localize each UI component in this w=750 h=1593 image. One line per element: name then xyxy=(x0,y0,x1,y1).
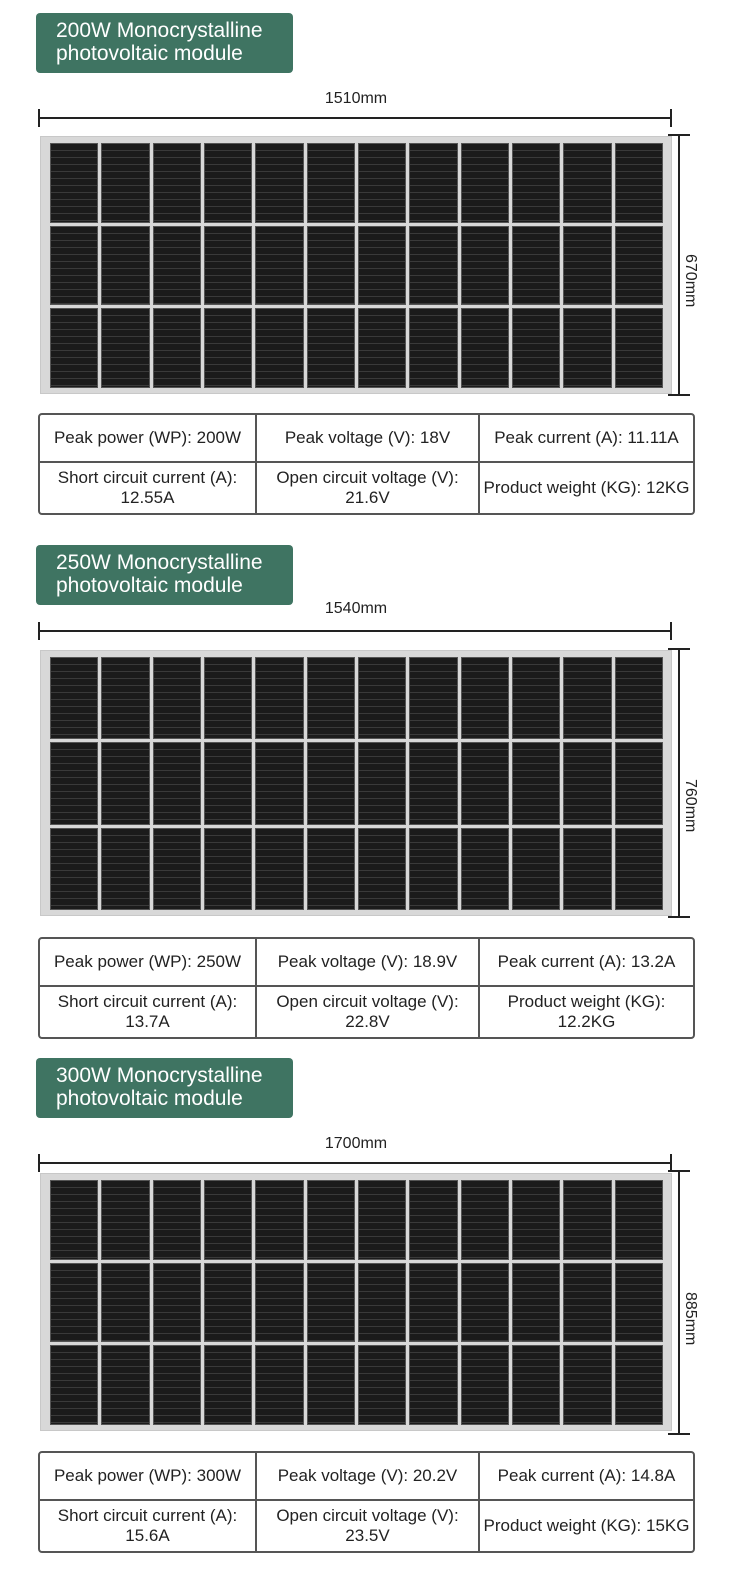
height-dimension-line xyxy=(678,134,680,396)
solar-cell-block xyxy=(358,1263,406,1343)
solar-cell-block xyxy=(461,143,509,223)
solar-cell-block xyxy=(101,226,149,306)
solar-cell-block xyxy=(50,308,98,388)
solar-cell-block xyxy=(512,1180,560,1260)
solar-cell-block xyxy=(153,1345,201,1425)
solar-cell-block xyxy=(461,1345,509,1425)
solar-cell-block xyxy=(255,657,303,739)
spec-peak-voltage: Peak voltage (V): 18V xyxy=(257,415,480,463)
solar-cell-block xyxy=(101,657,149,739)
module-section-300w xyxy=(0,1045,750,1593)
solar-cell-block xyxy=(255,828,303,910)
spec-table xyxy=(38,937,695,1039)
solar-cell-block xyxy=(461,828,509,910)
spec-peak-voltage: Peak voltage (V): 18.9V xyxy=(257,939,480,987)
solar-cell-block xyxy=(461,1263,509,1343)
height-dimension-label: 670mm xyxy=(682,254,699,308)
solar-cell-block xyxy=(409,1345,457,1425)
spec-table xyxy=(38,1451,695,1553)
spec-short-circuit-current: Short circuit current (A): 12.55A xyxy=(40,463,257,513)
solar-cell-block xyxy=(307,308,355,388)
spec-open-circuit-voltage: Open circuit voltage (V): 23.5V xyxy=(257,1501,480,1551)
solar-cell-block xyxy=(563,1180,611,1260)
height-dimension-label: 885mm xyxy=(682,1292,699,1346)
width-dimension-line xyxy=(38,630,672,632)
solar-cell-block xyxy=(204,1180,252,1260)
solar-cell-block xyxy=(153,828,201,910)
solar-cell-block xyxy=(358,657,406,739)
spec-peak-power: Peak power (WP): 300W xyxy=(40,1453,257,1501)
solar-cell-block xyxy=(153,143,201,223)
solar-cell-grid xyxy=(50,657,663,910)
module-title-line1: 300W Monocrystalline xyxy=(56,1064,263,1087)
module-title-badge xyxy=(36,1058,293,1118)
height-dimension-label: 760mm xyxy=(682,779,699,833)
solar-cell-block xyxy=(563,1345,611,1425)
solar-cell-block xyxy=(101,742,149,824)
solar-cell-block xyxy=(153,226,201,306)
solar-cell-block xyxy=(307,828,355,910)
solar-cell-block xyxy=(255,1345,303,1425)
solar-cell-block xyxy=(204,1345,252,1425)
solar-cell-block xyxy=(153,1263,201,1343)
solar-cell-block xyxy=(358,1180,406,1260)
solar-cell-block xyxy=(307,742,355,824)
solar-cell-block xyxy=(153,308,201,388)
solar-cell-block xyxy=(512,828,560,910)
module-title-line2: photovoltaic module xyxy=(56,1087,243,1110)
solar-cell-block xyxy=(563,143,611,223)
solar-cell-block xyxy=(409,143,457,223)
solar-cell-block xyxy=(358,1345,406,1425)
spec-peak-current: Peak current (A): 13.2A xyxy=(480,939,693,987)
spec-table xyxy=(38,413,695,515)
width-dimension-label: 1510mm xyxy=(324,90,388,107)
height-dimension-cap-bottom xyxy=(668,916,690,918)
solar-cell-block xyxy=(563,828,611,910)
width-dimension-cap-right xyxy=(670,622,672,640)
spec-open-circuit-voltage: Open circuit voltage (V): 22.8V xyxy=(257,987,480,1037)
width-dimension-cap-right xyxy=(670,109,672,127)
height-dimension-cap-bottom xyxy=(668,394,690,396)
solar-cell-block xyxy=(512,1263,560,1343)
solar-cell-block xyxy=(409,1180,457,1260)
solar-cell-block xyxy=(101,1180,149,1260)
solar-cell-block xyxy=(50,143,98,223)
spec-product-weight: Product weight (KG): 12KG xyxy=(483,478,690,497)
solar-cell-block xyxy=(358,143,406,223)
spec-peak-current: Peak current (A): 14.8A xyxy=(480,1453,693,1501)
solar-cell-block xyxy=(50,226,98,306)
solar-cell-block xyxy=(204,828,252,910)
spec-short-circuit-current: Short circuit current (A): 15.6A xyxy=(40,1501,257,1551)
solar-cell-block xyxy=(358,742,406,824)
solar-cell-block xyxy=(204,657,252,739)
solar-cell-block xyxy=(204,308,252,388)
solar-cell-block xyxy=(409,828,457,910)
solar-cell-block xyxy=(615,226,663,306)
solar-cell-block xyxy=(358,308,406,388)
solar-cell-block xyxy=(307,226,355,306)
height-dimension-cap-bottom xyxy=(668,1433,690,1435)
solar-cell-block xyxy=(255,1263,303,1343)
solar-cell-block xyxy=(204,143,252,223)
module-title-line1: 250W Monocrystalline xyxy=(56,551,263,574)
module-title-badge xyxy=(36,13,293,73)
solar-cell-block xyxy=(204,1263,252,1343)
solar-panel-image xyxy=(40,136,672,394)
solar-cell-block xyxy=(563,1263,611,1343)
module-section-200w xyxy=(0,0,750,530)
module-section-250w xyxy=(0,532,750,1052)
solar-cell-block xyxy=(50,657,98,739)
width-dimension-line xyxy=(38,117,672,119)
solar-cell-block xyxy=(50,1180,98,1260)
solar-cell-block xyxy=(563,742,611,824)
solar-cell-block xyxy=(307,143,355,223)
solar-cell-block xyxy=(50,828,98,910)
solar-cell-block xyxy=(615,1263,663,1343)
spec-peak-current: Peak current (A): 11.11A xyxy=(480,415,693,463)
solar-cell-block xyxy=(409,742,457,824)
solar-cell-grid xyxy=(50,143,663,388)
solar-cell-block xyxy=(512,657,560,739)
solar-cell-block xyxy=(615,143,663,223)
spec-product-weight: Product weight (KG): 15KG xyxy=(483,1516,690,1535)
solar-cell-block xyxy=(461,742,509,824)
solar-cell-block xyxy=(153,657,201,739)
solar-cell-block xyxy=(307,657,355,739)
solar-cell-block xyxy=(512,226,560,306)
width-dimension-cap-left xyxy=(38,109,40,127)
solar-cell-grid xyxy=(50,1180,663,1425)
width-dimension-cap-left xyxy=(38,1154,40,1172)
solar-cell-block xyxy=(409,226,457,306)
solar-cell-block xyxy=(358,226,406,306)
solar-cell-block xyxy=(153,742,201,824)
spec-peak-power: Peak power (WP): 250W xyxy=(40,939,257,987)
solar-cell-block xyxy=(461,308,509,388)
solar-cell-block xyxy=(461,1180,509,1260)
spec-peak-voltage: Peak voltage (V): 20.2V xyxy=(257,1453,480,1501)
spec-peak-power: Peak power (WP): 200W xyxy=(40,415,257,463)
solar-cell-block xyxy=(50,1263,98,1343)
height-dimension-cap-top xyxy=(668,1170,690,1172)
spec-product-weight: Product weight (KG): 12.2KG xyxy=(507,992,666,1031)
solar-cell-block xyxy=(255,226,303,306)
spec-open-circuit-voltage: Open circuit voltage (V): 21.6V xyxy=(257,463,480,513)
solar-panel-image xyxy=(40,1173,672,1431)
solar-cell-block xyxy=(615,657,663,739)
solar-cell-block xyxy=(615,1180,663,1260)
solar-cell-block xyxy=(50,1345,98,1425)
solar-cell-block xyxy=(563,308,611,388)
height-dimension-line xyxy=(678,648,680,918)
solar-cell-block xyxy=(512,308,560,388)
solar-cell-block xyxy=(153,1180,201,1260)
width-dimension-label: 1540mm xyxy=(324,600,388,617)
solar-cell-block xyxy=(615,308,663,388)
solar-cell-block xyxy=(101,1263,149,1343)
module-title-line1: 200W Monocrystalline xyxy=(56,19,263,42)
solar-cell-block xyxy=(512,742,560,824)
solar-cell-block xyxy=(101,308,149,388)
solar-cell-block xyxy=(461,657,509,739)
solar-cell-block xyxy=(307,1180,355,1260)
solar-cell-block xyxy=(204,226,252,306)
solar-cell-block xyxy=(255,742,303,824)
solar-cell-block xyxy=(615,828,663,910)
solar-cell-block xyxy=(255,308,303,388)
solar-cell-block xyxy=(255,143,303,223)
solar-cell-block xyxy=(615,1345,663,1425)
width-dimension-cap-left xyxy=(38,622,40,640)
height-dimension-line xyxy=(678,1170,680,1435)
solar-cell-block xyxy=(307,1263,355,1343)
solar-cell-block xyxy=(615,742,663,824)
module-title-badge xyxy=(36,545,293,605)
module-title-line2: photovoltaic module xyxy=(56,574,243,597)
solar-cell-block xyxy=(307,1345,355,1425)
solar-cell-block xyxy=(461,226,509,306)
solar-cell-block xyxy=(204,742,252,824)
solar-cell-block xyxy=(563,657,611,739)
solar-cell-block xyxy=(101,828,149,910)
solar-panel-image xyxy=(40,650,672,916)
solar-cell-block xyxy=(409,308,457,388)
solar-cell-block xyxy=(50,742,98,824)
solar-cell-block xyxy=(512,143,560,223)
solar-cell-block xyxy=(409,657,457,739)
solar-cell-block xyxy=(255,1180,303,1260)
module-title-line2: photovoltaic module xyxy=(56,42,243,65)
solar-cell-block xyxy=(101,143,149,223)
solar-cell-block xyxy=(101,1345,149,1425)
solar-cell-block xyxy=(563,226,611,306)
width-dimension-label: 1700mm xyxy=(324,1135,388,1152)
solar-cell-block xyxy=(409,1263,457,1343)
solar-cell-block xyxy=(358,828,406,910)
spec-short-circuit-current: Short circuit current (A): 13.7A xyxy=(40,987,257,1037)
width-dimension-line xyxy=(38,1162,672,1164)
solar-cell-block xyxy=(512,1345,560,1425)
